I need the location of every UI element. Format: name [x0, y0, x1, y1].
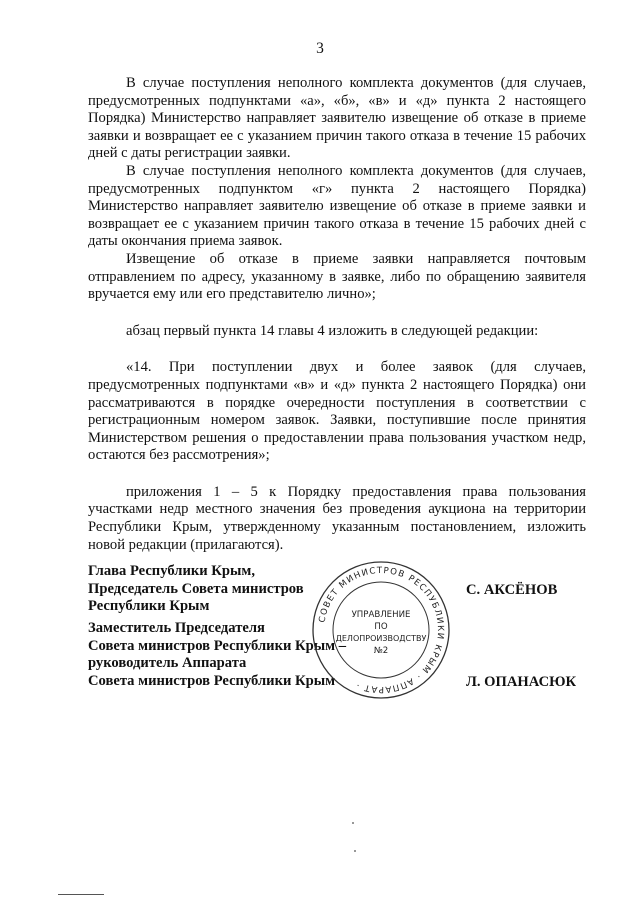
- signature-block-head: [88, 563, 304, 616]
- stamp-line: ДЕЛОПРОИЗВОДСТВУ: [335, 634, 427, 643]
- signature-title-line: Глава Республики Крым,: [88, 563, 255, 579]
- page-number: 3: [316, 40, 324, 57]
- signatory-name: Л. ОПАНАСЮК: [466, 674, 577, 690]
- stamp-line: ПО: [374, 622, 388, 632]
- signature-title-line: Совета министров Республики Крым –: [88, 637, 347, 654]
- speck: [352, 822, 354, 824]
- official-stamp: [308, 560, 454, 700]
- signature-title-line: руководитель Аппарата: [88, 655, 247, 672]
- signature-title-line: Республики Крым: [88, 598, 210, 615]
- paragraph: приложения 1 – 5 к Порядку предоставления права пользования участками недр местного значения без проведения аукциона на территории Республики Крым, утвержденному указанным постановлением, изложить новой редакции (прилагаются).: [88, 483, 586, 553]
- signature-title-line: Совета министров Республики Крым: [88, 672, 336, 689]
- footer-rule: [58, 894, 104, 895]
- paragraph: Извещение об отказе в приеме заявки направляется почтовым отправлением по адресу, указанному в заявке, либо по обращению заявителя вручается ему или его представителю лично»;: [88, 250, 586, 303]
- body-text: [88, 75, 586, 554]
- signature-title-line: Заместитель Председателя: [88, 620, 265, 636]
- stamp-seal-icon: [308, 560, 454, 700]
- paragraph: В случае поступления неполного комплекта документов (для случаев, предусмотренных подпунктом «г» пункта 2 настоящего Порядка) Министерство направляет заявителю извещение об отказе в приеме заявки и возвращает ее с указанием причин такого отказа в течение 15 рабочих дней с даты окончания приема заявок.: [88, 162, 586, 250]
- speck: [354, 850, 356, 852]
- signature-title-line: Председатель Совета министров: [88, 580, 304, 597]
- paragraph: В случае поступления неполного комплекта документов (для случаев, предусмотренных подпунктами «а», «б», «в» и «д» пункта 2 настоящего Порядка) Министерство направляет заявителю извещение об отказе в приеме заявки и возвращает ее с указанием причин такого отказа в течение 15 рабочих дней с даты регистрации заявки.: [88, 75, 586, 162]
- stamp-line: УПРАВЛЕНИЕ: [351, 610, 411, 620]
- paragraph: абзац первый пункта 14 главы 4 изложить в следующей редакции:: [126, 322, 539, 339]
- signatory-name: С. АКСЁНОВ: [466, 582, 558, 598]
- paragraph: «14. При поступлении двух и более заявок (для случаев, предусмотренных подпунктами «в» и «д» пункта 2 настоящего Порядка) они рассматриваются в порядке очередности поступления в соответствии с регистрационным номером заявок. Заявки, поступившие после принятия Министерством решения о предоставлении права пользования участком недр, остаются без рассмотрения»;: [88, 359, 586, 464]
- stamp-line: №2: [373, 646, 389, 656]
- stamp-ring-text: СОВЕТ МИНИСТРОВ РЕСПУБЛИКИ КРЫМ · АППАРАТ ·: [317, 565, 446, 695]
